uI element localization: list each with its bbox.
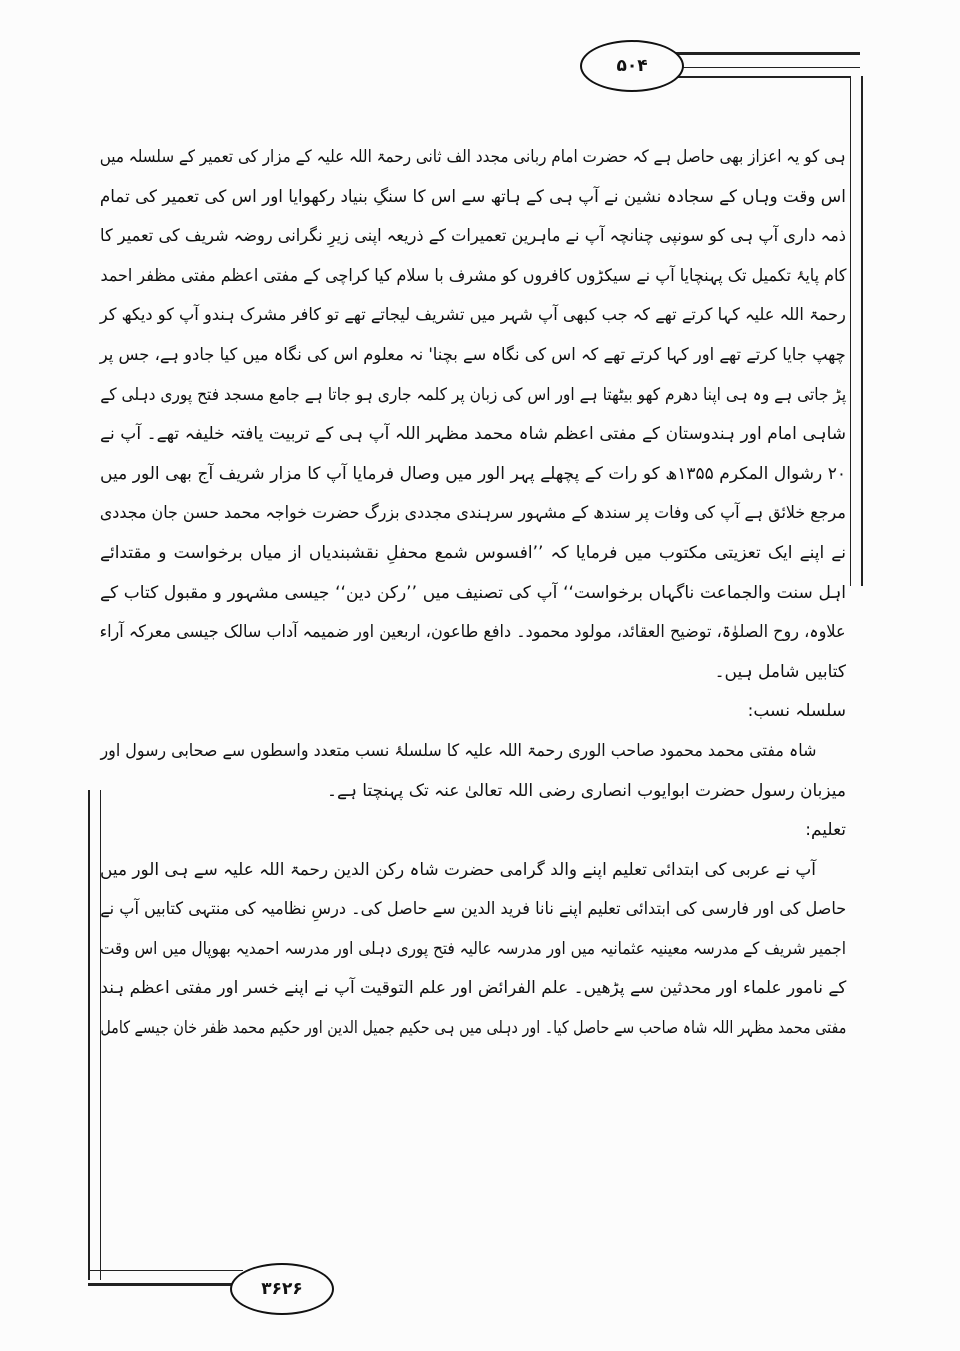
page-number-top: ۵۰۴	[580, 40, 684, 92]
line-text: شاہ مفتی محمد محمود صاحب الوری رحمۃ اللہ علیہ کا سلسلۂ نسب متعدد واسطوں سے صحابی رسول اور	[100, 740, 816, 761]
text-line	[100, 494, 846, 534]
text-line	[100, 178, 846, 218]
right-border	[850, 76, 863, 586]
text-line	[100, 336, 846, 376]
text-line	[100, 930, 846, 970]
page-body	[100, 138, 846, 1049]
line-text: مرجع خلائق ہے آپ کی وفات پر سندھ کے مشہور سرہندی مجددی بزرگ حضرت خواجہ محمد حسن جان مجددی	[100, 503, 846, 524]
line-text: پڑ جاتی ہے وہ ہی اپنا دھرم کھو بیٹھتا ہے اور اس کی زبان پر کلمہ جاری ہو جاتا ہے جامع مسجد فتح پوری دہلی کے	[100, 384, 846, 405]
text-line	[100, 653, 846, 693]
text-line	[100, 969, 846, 1009]
line-text: چھپ جایا کرتے تھے اور کہا کرتے تھے کہ اس کی نگاہ سے بچنا' نہ معلوم اس کی نگاہ میں کیا جادو ہے، جس پر	[100, 344, 846, 365]
line-text: کے نامور علماء اور محدثین سے پڑھیں۔ علم الفرائض اور علم التوقیت آپ نے اپنے خسر اور مفتی اعظم ہند	[100, 978, 846, 999]
text-line	[100, 376, 846, 416]
line-text: شاہی امام اور ہندوستان کے مفتی اعظم شاہ محمد مظہر اللہ آپ ہی کے تربیت یافتہ خلیفہ تھے۔ آپ نے	[100, 424, 846, 445]
bottom-rule	[88, 1270, 243, 1286]
line-text: حاصل کی اور فارسی کی ابتدائی تعلیم اپنے نانا فرید الدین سے حاصل کی۔ درسِ نظامیہ کی منتہی کتابیں آپ نے	[100, 899, 846, 920]
top-rule	[670, 52, 860, 68]
line-text: کتابیں شامل ہیں۔	[714, 661, 846, 682]
text-line	[100, 217, 846, 257]
line-text: اس وقت وہاں کے سجادہ نشین نے آپ ہی کے ہاتھ سے اس کا سنگِ بنیاد رکھوایا اور اس کی تعمیر کی تمام	[100, 186, 846, 207]
line-text: اجمیر شریف کے مدرسہ معینیہ عثمانیہ میں اور مدرسہ عالیہ فتح پوری دہلی اور مدرسہ احمدیہ بھوپال میں اس وقت	[100, 938, 846, 959]
page-number-bottom: ۳۶۲۶	[230, 1263, 334, 1315]
text-line	[100, 851, 846, 891]
text-line	[100, 613, 846, 653]
section-heading	[100, 811, 846, 851]
line-text: رحمۃ اللہ علیہ کہا کرتے تھے کہ جب کبھی آپ شہر میں تشریف لیجاتے تھے تو کافر مشرک ہندو آپ کو دیکھ کر	[100, 305, 846, 326]
line-text: سلسلہ نسب:	[747, 701, 846, 722]
text-line	[100, 415, 846, 455]
top-rule-inner	[670, 76, 850, 78]
section-heading	[100, 692, 846, 732]
line-text: آپ نے عربی کی ابتدائی تعلیم اپنے والد گرامی حضرت شاہ رکن الدین رحمۃ اللہ علیہ سے ہی الور میں	[100, 859, 816, 880]
line-text: تعلیم:	[805, 820, 846, 841]
line-text: میزبان رسول حضرت ابوایوب انصاری رضی اللہ تعالیٰ عنہ تک پہنچتا ہے۔	[327, 780, 846, 801]
text-line	[100, 732, 846, 772]
text-line	[100, 772, 846, 812]
text-line	[100, 138, 846, 178]
text-line	[100, 455, 846, 495]
text-line	[100, 1009, 846, 1049]
line-text: ہی کو یہ اعزاز بھی حاصل ہے کہ حضرت امام ربانی مجدد الف ثانی رحمۃ اللہ علیہ کے مزار کی تعمیر کے سلسلہ میں	[100, 147, 846, 167]
line-text: نے اپنے ایک تعزیتی مکتوب میں فرمایا کہ ’’افسوس شمع محفلِ نقشبندیاں از میاں برخواست و مقتدائے	[100, 542, 846, 563]
line-text: علاوہ، روح الصلوٰۃ، توضیح العقائد، مولود محمود۔ دافع طاعون، اربعین اور ضمیمہ آداب سالک جیسی معرکہ آراء	[100, 622, 846, 643]
line-text: مفتی محمد مظہر اللہ شاہ صاحب سے حاصل کیا۔ اور دہلی میں ہی حکیم جمیل الدین اور حکیم محمد ظفر خان جیسے کامل	[100, 1018, 846, 1039]
line-text: اہل سنت والجماعت ناگہاں برخواست‘‘ آپ کی تصنیف میں ’’رکن دین‘‘ جیسی مشہور و مقبول کتاب کے	[100, 582, 846, 603]
text-line	[100, 296, 846, 336]
line-text: کام پایۂ تکمیل تک پہنچایا آپ نے سیکڑوں کافروں کو مشرف با سلام کیا کراچی کے مفتی اعظم مفتی مظفر احمد	[100, 265, 846, 286]
text-line	[100, 574, 846, 614]
line-text: ۲۰ رشوال المکرم ۱۳۵۵ھ کو رات کے پچھلے پہر الور میں وصال فرمایا آپ کا مزار شریف آج بھی الور میں	[100, 463, 846, 484]
line-text: ذمہ داری آپ ہی کو سونپی چنانچہ آپ نے ماہرین تعمیرات کے ذریعہ اپنی زیرِ نگرانی روضہ شریف کی تعمیر کا	[100, 226, 846, 247]
text-line	[100, 257, 846, 297]
text-line	[100, 890, 846, 930]
text-line	[100, 534, 846, 574]
